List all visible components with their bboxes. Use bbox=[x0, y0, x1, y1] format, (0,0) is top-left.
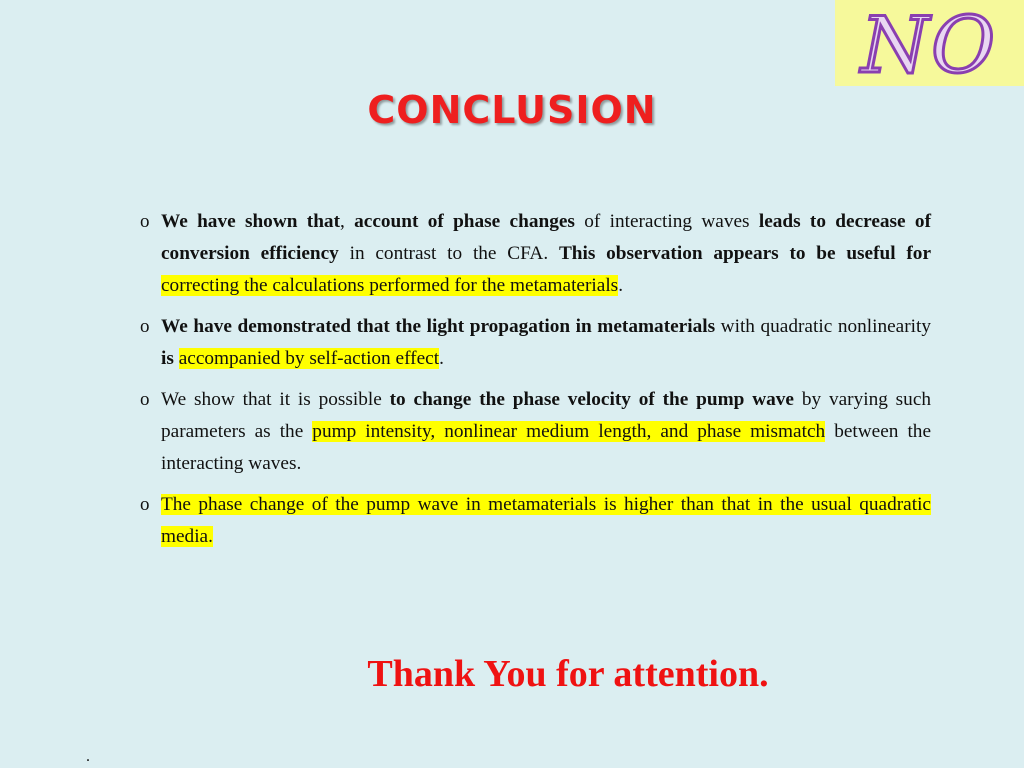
bullet-text: of interacting waves bbox=[574, 211, 759, 232]
bold-text: leads to decrease of conversion efficiency bbox=[161, 211, 931, 264]
bullet-marker: o bbox=[140, 389, 150, 410]
bullet-text bbox=[174, 348, 179, 369]
bullet-text: We show that it is possible bbox=[161, 389, 390, 410]
bold-text: to change the phase velocity of the pump wave bbox=[389, 389, 794, 410]
bullet-text: by varying such parameters as the bbox=[161, 389, 932, 442]
bold-text: is bbox=[161, 348, 174, 369]
conclusion-list bbox=[138, 206, 931, 562]
bullet-item bbox=[138, 384, 931, 480]
bullet-item bbox=[138, 311, 931, 375]
highlighted-text: accompanied by self-action effect bbox=[178, 348, 440, 369]
bold-text: account of phase changes bbox=[354, 211, 575, 232]
logo-text: NO bbox=[860, 1, 998, 86]
bullet-text: with quadratic nonlinearity bbox=[715, 316, 931, 337]
logo bbox=[835, 0, 1024, 86]
bold-text: We have demonstrated that the light propagation in metamaterials bbox=[161, 316, 716, 337]
highlighted-text: correcting the calculations performed for the metamaterials bbox=[161, 275, 619, 296]
bullet-text: between the interacting waves. bbox=[161, 421, 932, 474]
bullet-text: . bbox=[618, 275, 624, 296]
bullet-text: , bbox=[340, 211, 355, 232]
bullet-item bbox=[138, 489, 931, 553]
thank-you-text: Thank You for attention. bbox=[367, 653, 769, 695]
bold-text: This observation appears to be useful for bbox=[558, 243, 932, 264]
bullet-marker: o bbox=[140, 316, 150, 337]
highlighted-text: The phase change of the pump wave in metamaterials is higher than that in the usual quadratic media. bbox=[161, 494, 931, 547]
bullet-text: . bbox=[439, 348, 444, 369]
bullet-marker: o bbox=[140, 211, 150, 232]
bullet-text: in contrast to the CFA. bbox=[338, 243, 559, 264]
footer-dot: . bbox=[86, 748, 90, 765]
slide-title: CONCLUSION bbox=[367, 88, 657, 132]
bullet-item bbox=[138, 206, 931, 302]
bold-text: We have shown that bbox=[161, 211, 340, 232]
highlighted-text: pump intensity, nonlinear medium length, and phase mismatch bbox=[312, 421, 826, 442]
logo-graphic bbox=[835, 0, 1024, 86]
bullet-marker: o bbox=[140, 494, 150, 515]
